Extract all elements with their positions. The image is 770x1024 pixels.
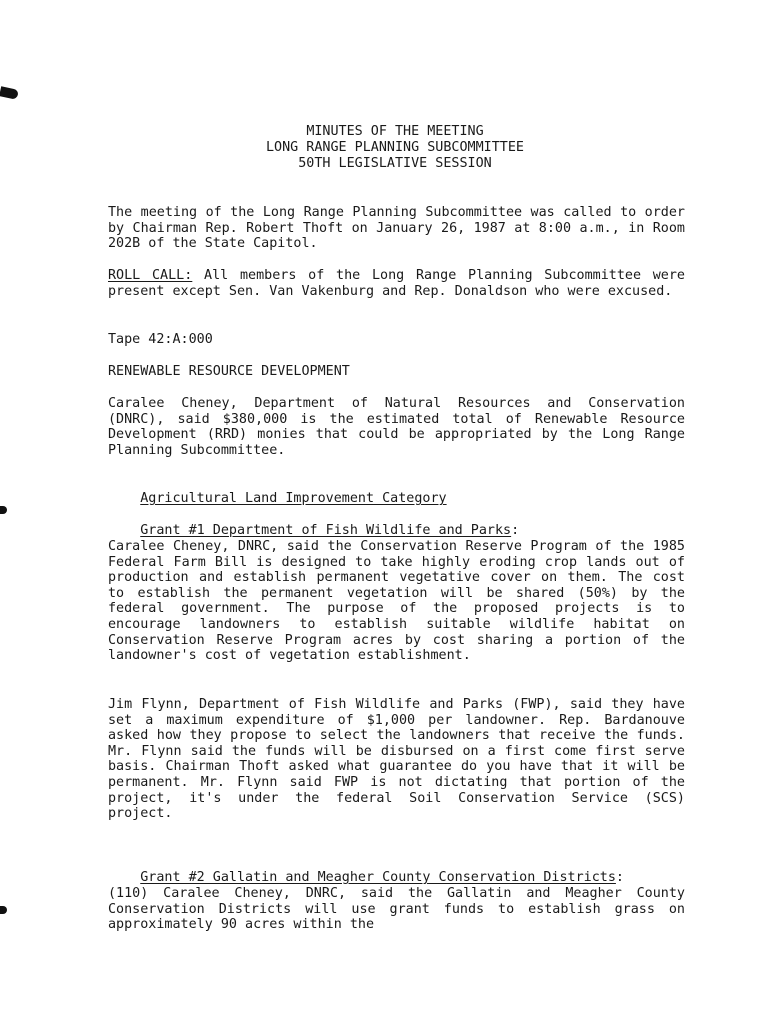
scan-mark-middle [0,506,7,514]
title-line-2: LONG RANGE PLANNING SUBCOMMITTEE [266,140,524,155]
section-heading: RENEWABLE RESOURCE DEVELOPMENT [108,364,350,379]
scan-mark-bottom [0,906,7,914]
grant1-heading-colon: : [511,523,520,538]
intro-paragraph: The meeting of the Long Range Planning Subcommittee was called to order by Chairman Rep. Robert Thoft on January 26, 1987 at 8:00 a.m., in Room 202B of the State Capitol. [108,205,685,252]
grant2-paragraph-1: (110) Caralee Cheney, DNRC, said the Gallatin and Meagher County Conservation Districts will use grant funds to establish grass on approximately 90 acres within the [108,886,685,933]
roll-call-paragraph [108,268,685,299]
roll-call-label: ROLL CALL: [108,268,193,283]
grant2-heading-colon: : [615,870,624,885]
grant1-paragraph-2: Jim Flynn, Department of Fish Wildlife and Parks (FWP), said they have set a maximum expenditure of $1,000 per landowner. Rep. Bardanouve asked how they propose to select the landowners that receive the funds. Mr. Flynn said the funds will be disbursed on a first come first serve basis. Chairman Thoft asked what guarantee do you have that it will be permanent. Mr. Flynn said FWP is not dictating that portion of the project, it's under the federal Soil Conservation Service (SCS) project. [108,697,685,822]
document-title [0,124,770,172]
grant1-heading-text: Grant #1 Department of Fish Wildlife and Parks [140,523,512,538]
cheney-intro-paragraph: Caralee Cheney, Department of Natural Resources and Conservation (DNRC), said $380,000 is the estimated total of Renewable Resource Development (RRD) monies that could be appropriated by the Long Range Planning Subcommittee. [108,396,685,458]
roll-call-text: All members of the Long Range Planning Subcommittee were present except Sen. Van Vakenburg and Rep. Donaldson who were excused. [108,268,685,299]
grant2-heading-text: Grant #2 Gallatin and Meagher County Conservation Districts [140,870,616,885]
category-heading-text: Agricultural Land Improvement Category [140,491,447,506]
scan-mark-top [0,86,19,100]
tape-reference: Tape 42:A:000 [108,332,213,347]
title-line-1: MINUTES OF THE MEETING [306,124,484,139]
grant1-paragraph-1: Caralee Cheney, DNRC, said the Conservation Reserve Program of the 1985 Federal Farm Bill is designed to take highly eroding crop lands out of production and establish permanent vegetative cover on them. The cost to establish the permanent vegetation will be shared (50%) by the federal government. The purpose of the proposed projects is to encourage landowners to establish suitable wildlife habitat on Conservation Reserve Program acres by cost sharing a portion of the landowner's cost of vegetation establishment. [108,539,685,664]
title-line-3: 50TH LEGISLATIVE SESSION [298,156,492,171]
